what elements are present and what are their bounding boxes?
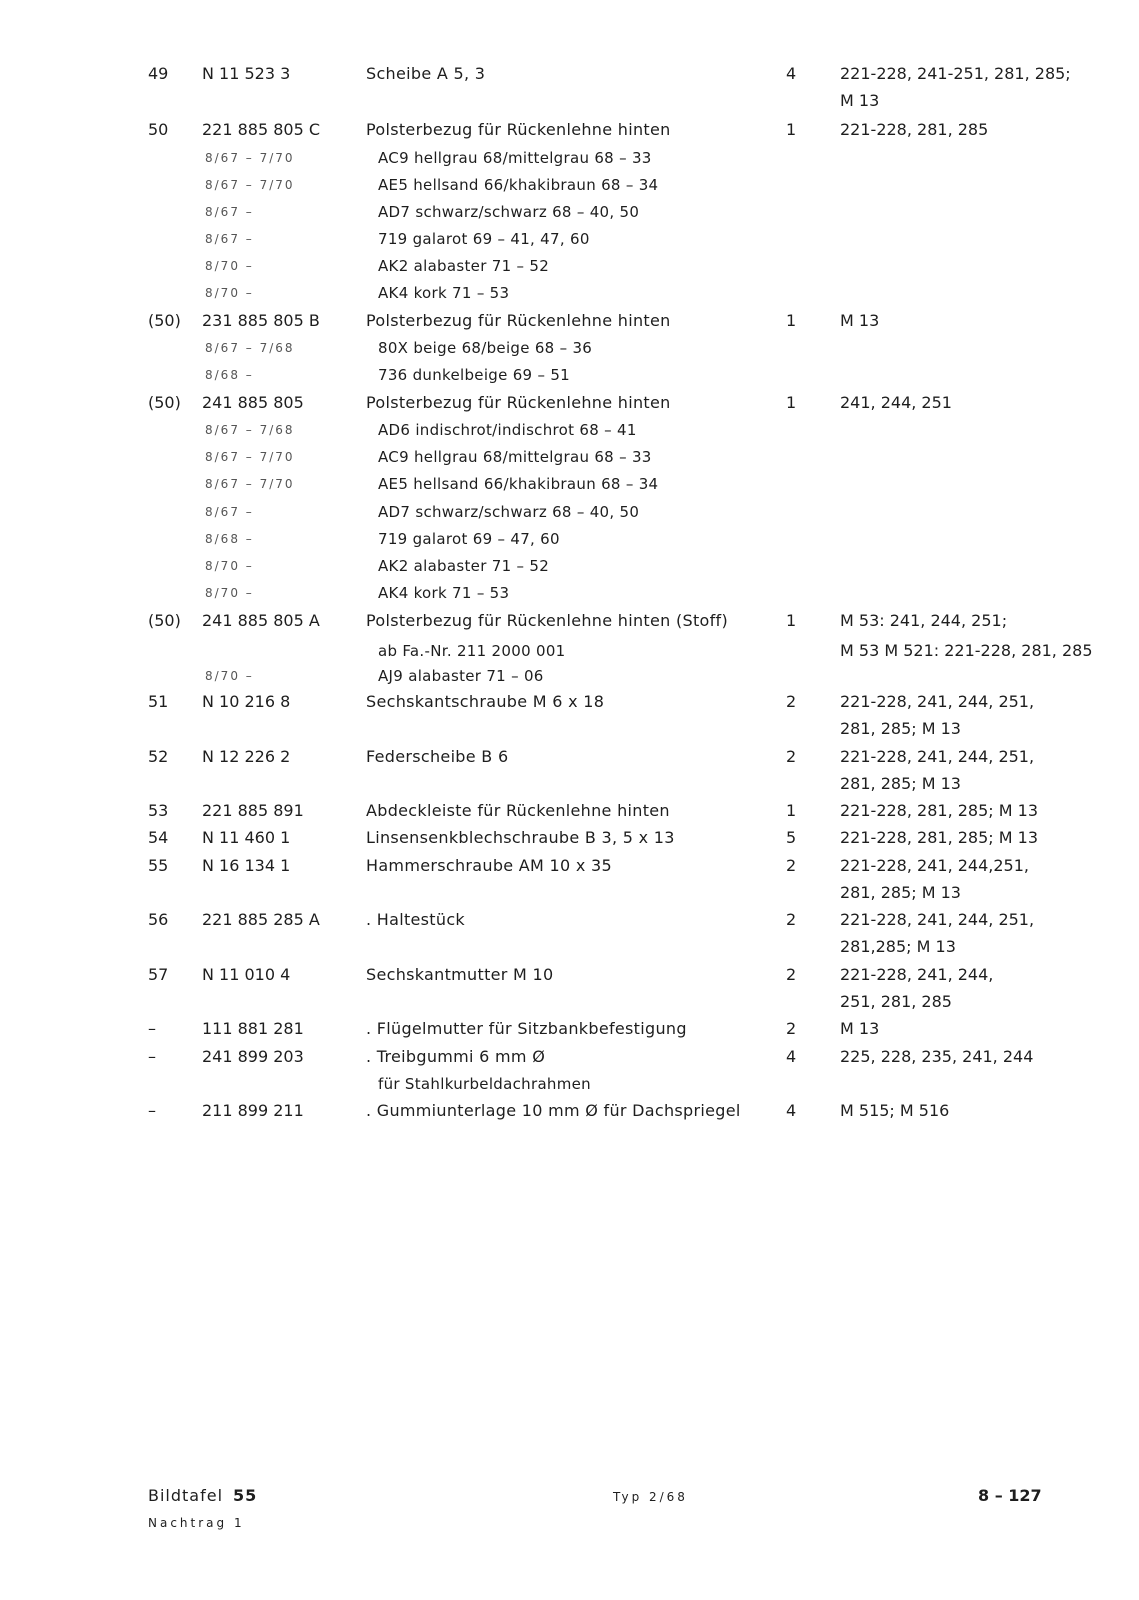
item-number: 53 [148,801,169,820]
table-row [0,472,1139,496]
applicability: 241, 244, 251 [840,393,952,412]
table-row [0,1099,1139,1123]
plate-label: Bildtafel [148,1486,224,1505]
part-detail: AK2 alabaster 71 – 52 [378,257,550,275]
applicability: M 515; M 516 [840,1101,950,1120]
table-row [0,690,1139,714]
item-number: 51 [148,692,169,711]
applicability: 221-228, 241, 244, 251, [840,910,1035,929]
quantity: 1 [786,120,797,139]
table-row [0,717,1139,741]
item-number: 49 [148,64,169,83]
applicability: 221-228, 241, 244,251, [840,856,1029,875]
item-number: (50) [148,311,181,330]
applicability: 221-228, 281, 285 [840,120,989,139]
validity-date: 8/70 – [205,559,254,573]
table-row [0,1017,1139,1041]
part-description: Hammerschraube AM 10 x 35 [366,856,613,875]
table-row [0,309,1139,333]
validity-date: 8/70 – [205,669,254,683]
part-detail: 719 galarot 69 – 41, 47, 60 [378,230,590,248]
table-row [0,935,1139,959]
table-row [0,554,1139,578]
part-description: . Flügelmutter für Sitzbankbefestigung [366,1019,687,1038]
table-row [0,1072,1139,1096]
table-row [0,363,1139,387]
item-number: (50) [148,611,181,630]
item-number: 57 [148,965,169,984]
table-row [0,336,1139,360]
part-description: . Treibgummi 6 mm Ø [366,1047,546,1066]
table-row [0,527,1139,551]
table-row [0,799,1139,823]
part-description: Sechskantschraube M 6 x 18 [366,692,605,711]
part-number: N 11 523 3 [202,64,291,83]
type-label: Typ 2/68 [613,1490,688,1504]
quantity: 4 [786,1047,797,1066]
table-row [0,118,1139,142]
table-row [0,664,1139,688]
quantity: 2 [786,692,797,711]
validity-date: 8/67 – 7/68 [205,423,295,437]
item-number: 56 [148,910,169,929]
part-detail: AK4 kork 71 – 53 [378,584,510,602]
table-row [0,908,1139,932]
table-row [0,990,1139,1014]
validity-date: 8/70 – [205,586,254,600]
part-description: Polsterbezug für Rückenlehne hinten [366,120,671,139]
part-detail: AE5 hellsand 66/khakibraun 68 – 34 [378,176,659,194]
part-number: N 10 216 8 [202,692,291,711]
applicability: 281, 285; M 13 [840,883,961,902]
part-detail: AC9 hellgrau 68/mittelgrau 68 – 33 [378,149,652,167]
part-detail: ab Fa.-Nr. 211 2000 001 [378,642,566,660]
part-detail: AD7 schwarz/schwarz 68 – 40, 50 [378,503,640,521]
applicability: M 13 [840,1019,880,1038]
applicability: 281,285; M 13 [840,937,956,956]
table-row [0,609,1139,633]
part-description: Polsterbezug für Rückenlehne hinten (Stoff) [366,611,729,630]
item-number: 54 [148,828,169,847]
table-row [0,146,1139,170]
table-row [0,826,1139,850]
part-number: 221 885 285 A [202,910,320,929]
applicability: 251, 281, 285 [840,992,952,1011]
table-row [0,418,1139,442]
item-number: – [148,1047,156,1066]
part-number: 111 881 281 [202,1019,304,1038]
part-detail: AE5 hellsand 66/khakibraun 68 – 34 [378,475,659,493]
item-number: (50) [148,393,181,412]
part-description: Sechskantmutter M 10 [366,965,554,984]
item-number: 50 [148,120,169,139]
part-description: Polsterbezug für Rückenlehne hinten [366,311,671,330]
part-description: Scheibe A 5, 3 [366,64,486,83]
part-number: 241 899 203 [202,1047,304,1066]
item-number: 55 [148,856,169,875]
table-row [0,281,1139,305]
part-detail: AJ9 alabaster 71 – 06 [378,667,544,685]
part-detail: AK2 alabaster 71 – 52 [378,557,550,575]
part-number: 241 885 805 A [202,611,320,630]
table-row [0,62,1139,86]
part-description: Linsensenkblechschraube B 3, 5 x 13 [366,828,675,847]
applicability: M 13 [840,91,880,110]
table-row [0,500,1139,524]
applicability: 221-228, 241-251, 281, 285; [840,64,1071,83]
quantity: 1 [786,611,797,630]
table-row [0,227,1139,251]
validity-date: 8/67 – 7/70 [205,450,295,464]
part-number: N 16 134 1 [202,856,291,875]
part-number: N 11 460 1 [202,828,291,847]
quantity: 4 [786,64,797,83]
applicability: 221-228, 241, 244, [840,965,994,984]
part-number: 211 899 211 [202,1101,304,1120]
applicability: 221-228, 281, 285; M 13 [840,828,1038,847]
table-row [0,854,1139,878]
quantity: 4 [786,1101,797,1120]
quantity: 1 [786,801,797,820]
part-detail: AC9 hellgrau 68/mittelgrau 68 – 33 [378,448,652,466]
supplement-note: Nachtrag 1 [148,1516,245,1530]
part-detail: AD6 indischrot/indischrot 68 – 41 [378,421,637,439]
item-number: – [148,1019,156,1038]
part-detail: AK4 kork 71 – 53 [378,284,510,302]
item-number: – [148,1101,156,1120]
validity-date: 8/70 – [205,286,254,300]
page-number: 8 – 127 [978,1486,1042,1505]
table-row [0,772,1139,796]
quantity: 2 [786,856,797,875]
table-row [0,1045,1139,1069]
validity-date: 8/67 – [205,205,254,219]
part-number: 221 885 891 [202,801,304,820]
table-row [0,173,1139,197]
part-detail: 719 galarot 69 – 47, 60 [378,530,560,548]
item-number: 52 [148,747,169,766]
validity-date: 8/70 – [205,259,254,273]
quantity: 5 [786,828,797,847]
part-description: Federscheibe B 6 [366,747,509,766]
quantity: 2 [786,910,797,929]
applicability: 221-228, 241, 244, 251, [840,747,1035,766]
validity-date: 8/67 – 7/70 [205,477,295,491]
applicability: M 53: 241, 244, 251; [840,611,1008,630]
plate-reference [148,1486,257,1505]
part-detail: 80X beige 68/beige 68 – 36 [378,339,593,357]
applicability: 225, 228, 235, 241, 244 [840,1047,1034,1066]
validity-date: 8/67 – [205,505,254,519]
table-row [0,445,1139,469]
part-description: . Gummiunterlage 10 mm Ø für Dachspriegel [366,1101,741,1120]
plate-number: 55 [233,1486,258,1505]
table-row [0,391,1139,415]
part-number: 231 885 805 B [202,311,320,330]
table-row [0,639,1139,663]
table-row [0,89,1139,113]
applicability: M 13 [840,311,880,330]
quantity: 2 [786,747,797,766]
table-row [0,200,1139,224]
part-detail: AD7 schwarz/schwarz 68 – 40, 50 [378,203,640,221]
applicability: M 53 M 521: 221-228, 281, 285 [840,641,1093,660]
part-number: 241 885 805 [202,393,304,412]
validity-date: 8/67 – 7/70 [205,151,295,165]
part-detail: für Stahlkurbeldachrahmen [378,1075,591,1093]
applicability: 281, 285; M 13 [840,774,961,793]
part-number: N 12 226 2 [202,747,291,766]
applicability: 221-228, 241, 244, 251, [840,692,1035,711]
validity-date: 8/68 – [205,532,254,546]
part-description: . Haltestück [366,910,465,929]
table-row [0,254,1139,278]
validity-date: 8/67 – 7/68 [205,341,295,355]
table-row [0,963,1139,987]
part-detail: 736 dunkelbeige 69 – 51 [378,366,571,384]
part-description: Abdeckleiste für Rückenlehne hinten [366,801,670,820]
quantity: 2 [786,965,797,984]
quantity: 2 [786,1019,797,1038]
table-row [0,745,1139,769]
part-number: 221 885 805 C [202,120,321,139]
validity-date: 8/68 – [205,368,254,382]
applicability: 281, 285; M 13 [840,719,961,738]
quantity: 1 [786,311,797,330]
validity-date: 8/67 – 7/70 [205,178,295,192]
validity-date: 8/67 – [205,232,254,246]
quantity: 1 [786,393,797,412]
applicability: 221-228, 281, 285; M 13 [840,801,1038,820]
table-row [0,881,1139,905]
part-description: Polsterbezug für Rückenlehne hinten [366,393,671,412]
table-row [0,581,1139,605]
part-number: N 11 010 4 [202,965,291,984]
